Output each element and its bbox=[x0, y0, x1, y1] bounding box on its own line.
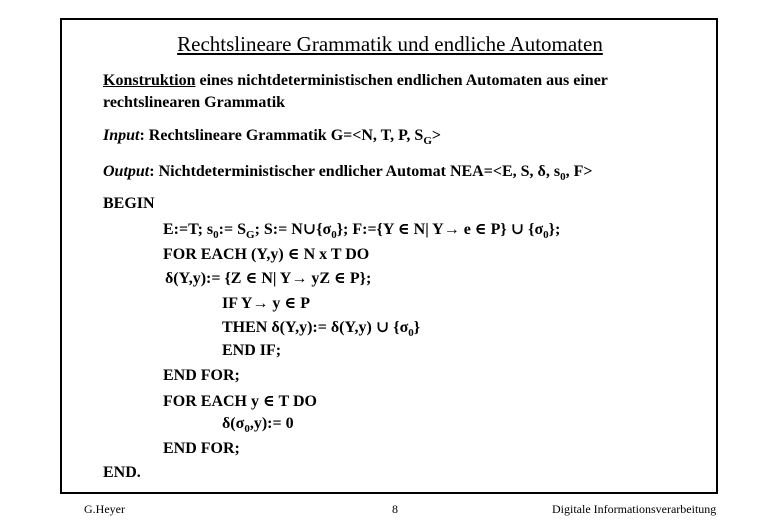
footer-page-number: 8 bbox=[392, 502, 398, 516]
algo-l1-b: := S bbox=[218, 221, 246, 238]
algo-line-for-each: FOR EACH (Y,y) ∈ N x T DO bbox=[163, 246, 370, 263]
output-text: : Nichtdeterministischer endlicher Automat NEA=<E, S, δ, s bbox=[149, 163, 561, 180]
construction-label: Konstruktion bbox=[103, 72, 196, 89]
input-line bbox=[103, 127, 442, 148]
algo-l1-sub3: 0 bbox=[331, 229, 337, 242]
algo-l9-sub: 0 bbox=[244, 423, 250, 436]
output-end: , F> bbox=[565, 163, 593, 180]
algo-line-init bbox=[163, 219, 561, 242]
algo-l1-d: }; F:={Y ∈ N| Y→ e ∈ P} ∪ {σ bbox=[336, 221, 544, 238]
end-keyword: END. bbox=[103, 464, 141, 481]
algo-l5-sub: 0 bbox=[408, 327, 414, 340]
slide-title: Rechtslineare Grammatik und endliche Automaten bbox=[177, 32, 603, 56]
construction-text: eines nichtdeterministischen endlichen Automaten aus einer bbox=[195, 72, 608, 89]
input-label: Input bbox=[103, 127, 140, 144]
algo-l5-b: } bbox=[413, 319, 421, 336]
algo-line-then bbox=[222, 317, 421, 340]
output-subscript: 0 bbox=[560, 171, 566, 184]
output-label: Output bbox=[103, 163, 150, 180]
algo-line-for-each-y: FOR EACH y ∈ T DO bbox=[163, 393, 317, 410]
footer-course: Digitale Informationsverarbeitung bbox=[552, 502, 717, 516]
algo-line-delta-sigma bbox=[222, 415, 294, 436]
footer-author: G.Heyer bbox=[84, 502, 125, 516]
input-end: > bbox=[431, 127, 442, 144]
algo-l1-c: ; S:= N∪{σ bbox=[254, 221, 332, 238]
algo-l1-e: }; bbox=[548, 221, 561, 238]
algo-l9-b: ,y):= 0 bbox=[249, 415, 294, 432]
algo-l1-sub1: 0 bbox=[213, 229, 219, 242]
algo-l1-sub4: 0 bbox=[543, 229, 549, 242]
algo-line-end-for-1: END FOR; bbox=[163, 367, 240, 384]
construction-line-2: rechtslinearen Grammatik bbox=[103, 94, 286, 111]
construction-line-1 bbox=[103, 72, 608, 90]
output-line bbox=[103, 163, 593, 184]
algo-l1-a: E:=T; s bbox=[163, 221, 214, 238]
begin-keyword: BEGIN bbox=[103, 195, 155, 212]
algo-l9-a: δ(σ bbox=[222, 415, 245, 432]
algo-line-delta: δ(Y,y):= {Z ∈ N| Y→ yZ ∈ P}; bbox=[165, 270, 372, 287]
algo-line-end-for-2: END FOR; bbox=[163, 440, 240, 457]
input-text: : Rechtslineare Grammatik G=<N, T, P, S bbox=[139, 127, 424, 144]
algo-l5-a: THEN δ(Y,y):= δ(Y,y) ∪ {σ bbox=[222, 319, 409, 336]
algo-line-if: IF Y→ y ∈ P bbox=[222, 295, 310, 312]
algo-l1-sub2: G bbox=[246, 229, 255, 242]
algo-line-end-if: END IF; bbox=[222, 342, 282, 359]
input-subscript: G bbox=[423, 135, 432, 148]
